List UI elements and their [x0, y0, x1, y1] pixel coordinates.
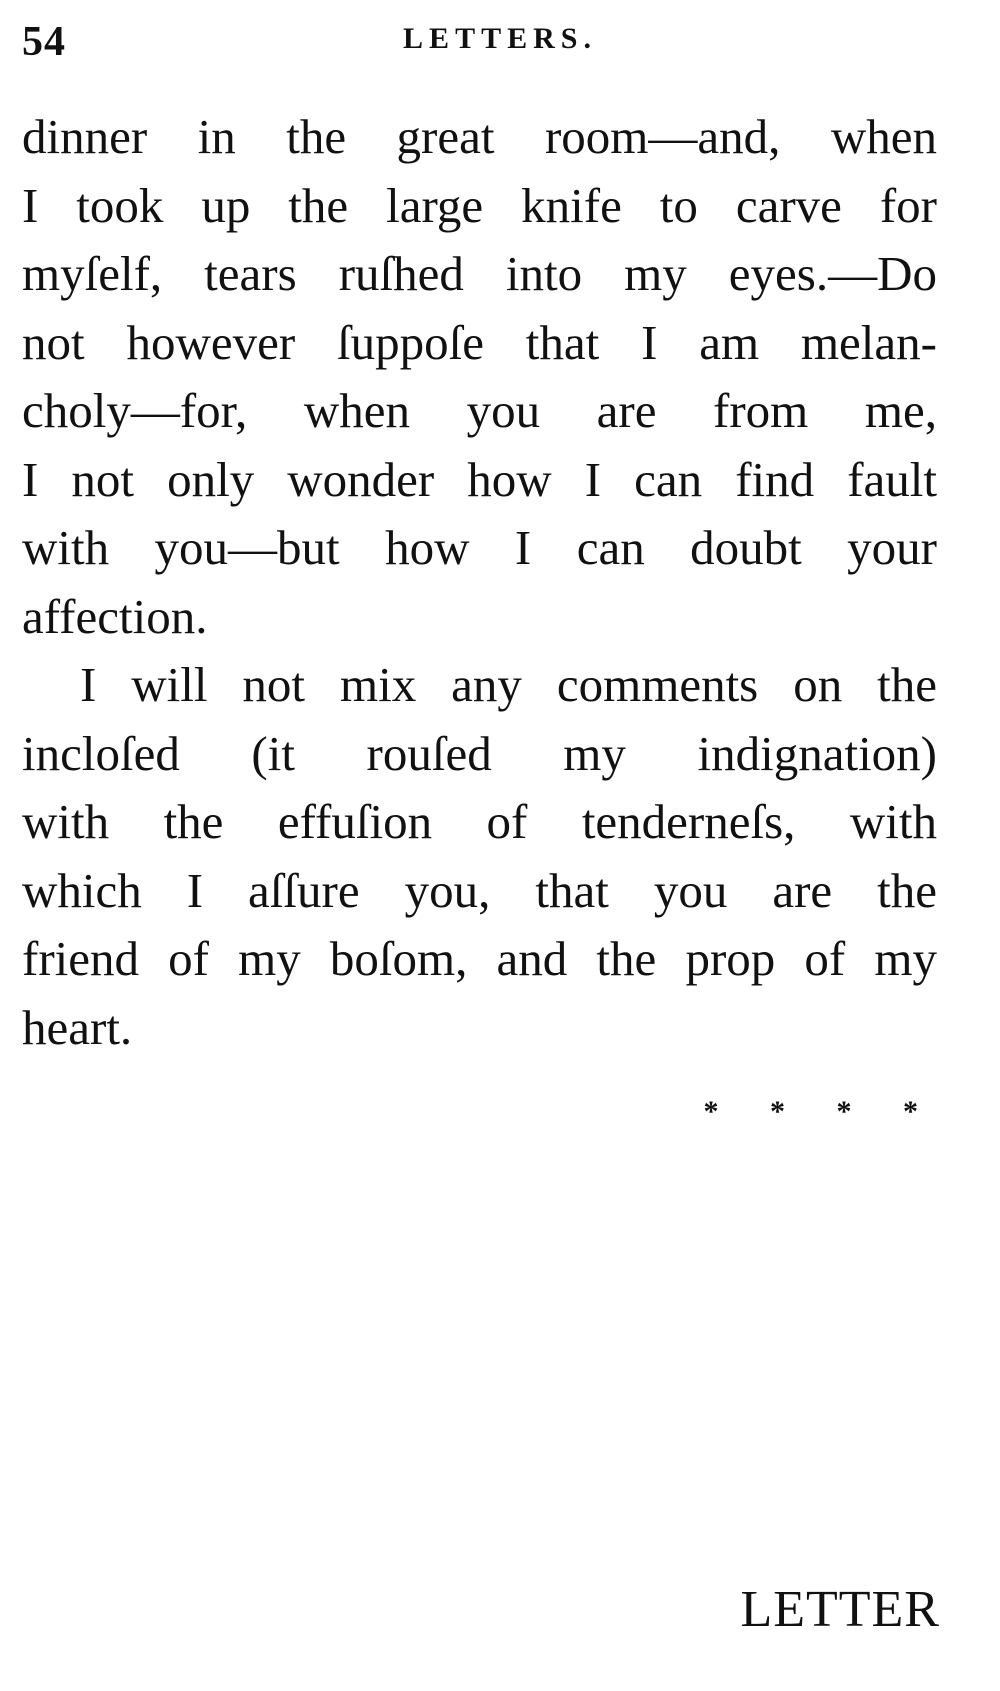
catchword: LETTER — [740, 1581, 940, 1638]
text-line: with the effuſion of tenderneſs, with — [22, 794, 937, 849]
body-text — [22, 103, 937, 1062]
text-line: not however ſuppoſe that I am melan- — [22, 314, 937, 370]
text-line: affection. — [22, 588, 208, 644]
text-line: myſelf, tears ruſhed into my eyes.—Do — [22, 246, 937, 301]
text-line: incloſed (it rouſed my indignation) — [22, 725, 937, 781]
text-line: I not only wonder how I can find fault — [22, 451, 937, 507]
text-line: with you—but how I can doubt your — [22, 520, 937, 575]
section-ornament: * * * * — [703, 1095, 940, 1128]
text-line: friend of my boſom, and the prop of my — [22, 931, 937, 986]
text-line: which I aſſure you, that you are the — [22, 862, 937, 918]
text-line: I will not mix any comments on the — [80, 657, 937, 712]
running-head: LETTERS. — [403, 22, 597, 55]
text-line: choly—for, when you are from me, — [22, 383, 937, 438]
text-line: dinner in the great room—and, when — [22, 109, 937, 164]
text-line: I took up the large knife to carve for — [22, 177, 937, 233]
page-number: 54 — [22, 19, 66, 65]
text-line: heart. — [22, 999, 133, 1055]
